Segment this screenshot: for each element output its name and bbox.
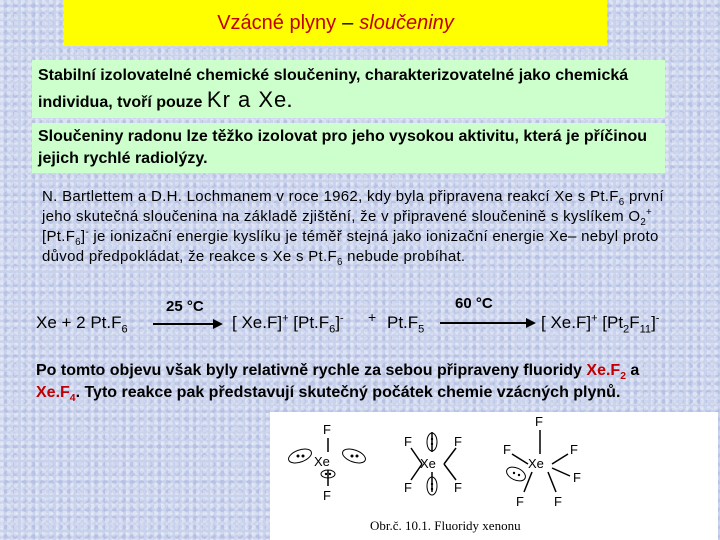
xef4-structure <box>404 432 462 495</box>
atom-f: F <box>573 470 581 485</box>
reaction-arrow-1-head <box>213 319 223 329</box>
atom-f: F <box>554 494 562 509</box>
title-main: Vzácné plyny <box>217 11 337 34</box>
atom-f: F <box>323 422 331 437</box>
atom-f: F <box>454 480 462 495</box>
final-b: [Pt <box>597 313 624 332</box>
product1a: [ Xe.F] <box>232 313 283 332</box>
reaction-arrow-2 <box>440 322 528 324</box>
final-b-close: ] <box>651 313 656 332</box>
bartlett-s2: 2 <box>640 217 647 228</box>
final-b-sub1: 2 <box>623 323 630 336</box>
xef4-text: Xe.F <box>36 384 70 401</box>
kr-xe-highlight: Kr a Xe <box>206 87 288 112</box>
final-a-sup: + <box>591 312 598 325</box>
reactants-sub: 6 <box>121 323 128 336</box>
bartlett-t6: nebude probíhat. <box>342 248 466 265</box>
product1b-sup: - <box>340 312 344 325</box>
xenon-fluorides-figure <box>270 412 718 540</box>
product1a-sup: + <box>282 312 289 325</box>
product2: Pt.F <box>387 313 419 332</box>
condition-60c: 60 °C <box>455 295 493 312</box>
product1b-sub: 6 <box>329 323 336 336</box>
result-paragraph <box>36 360 676 404</box>
atom-xe: Xe <box>528 456 544 471</box>
equation-reactants <box>36 313 128 336</box>
title-separator: – <box>342 11 354 34</box>
final-b-mid: F <box>629 313 640 332</box>
stable-compounds-box <box>32 60 665 118</box>
atom-f: F <box>503 442 511 457</box>
bartlett-paragraph <box>42 187 672 267</box>
product1b-close: ] <box>335 313 341 332</box>
radon-box <box>32 123 665 173</box>
slide-title <box>64 0 607 46</box>
result-t1: Po tomto objevu však byly relativně rychle za sebou připraveny fluoridy <box>36 362 587 379</box>
bartlett-t4: ] <box>80 228 86 245</box>
bartlett-t3: [Pt.F <box>42 228 76 245</box>
xef4-formula <box>36 384 76 405</box>
final-a: [ Xe.F] <box>541 313 592 332</box>
atom-f: F <box>535 414 543 429</box>
atom-f: F <box>454 434 462 449</box>
xef6-structure <box>503 414 581 509</box>
bartlett-s5: 6 <box>336 257 343 268</box>
xef2-structure <box>287 422 368 503</box>
result-t2: . Tyto reakce pak představují skutečný počátek chemie vzácných plynů. <box>75 384 621 401</box>
xef4-sub: 4 <box>69 393 76 405</box>
equation-product2 <box>387 313 425 336</box>
bartlett-t1: N. Bartlettem a D.H. Lochmanem v roce 1962, kdy byla připravena reakcí Xe s Pt.F <box>42 188 619 205</box>
bartlett-t2: první jeho skutečná sloučenina na základě zjištění, že v připravené sloučenině s kyslíkem O <box>42 188 664 225</box>
bartlett-t5: je ionizační energie kyslíku je téměř stejná jako ionizační energie Xe– nebyl proto důvod předpokládat, že reakce s Xe s Pt.F <box>42 228 659 265</box>
box2-text: Sloučeniny radonu lze těžko izolovat pro jeho vysokou aktivitu, která je příčinou jejich rychlé radiolýzy. <box>38 128 648 167</box>
xef2-text: Xe.F <box>586 362 621 379</box>
reaction-arrow-2-head <box>526 318 536 328</box>
box1-end: . <box>287 94 292 111</box>
result-and: a <box>625 362 640 379</box>
box1-text: Stabilní izolovatelné chemické sloučeniny, charakterizovatelné jako chemická individua, tvoří pouze <box>38 67 629 111</box>
atom-f: F <box>570 442 578 457</box>
equation-plus: + <box>368 309 377 325</box>
reaction-arrow-1 <box>153 323 215 325</box>
product2-sub: 5 <box>418 323 425 336</box>
final-b-sup: - <box>655 312 660 325</box>
atom-xe: Xe <box>420 456 436 471</box>
reactants-text: Xe + 2 Pt.F <box>36 313 122 332</box>
atom-f: F <box>516 494 524 509</box>
bartlett-s3: 6 <box>75 237 81 248</box>
bartlett-p4: - <box>85 227 89 238</box>
title-sub: sloučeniny <box>359 11 454 34</box>
equation-products <box>232 312 344 336</box>
atom-f: F <box>404 434 412 449</box>
condition-25c: 25 °C <box>166 298 204 315</box>
xef2-sub: 2 <box>620 371 626 383</box>
equation-final <box>541 312 660 336</box>
product1b: [Pt.F <box>288 313 330 332</box>
atom-f: F <box>323 488 331 503</box>
final-b-sub2: 11 <box>639 323 652 336</box>
bartlett-p2: + <box>646 207 653 218</box>
bartlett-s1: 6 <box>618 197 625 208</box>
figure-caption: Obr.č. 10.1. Fluoridy xenonu <box>370 518 521 533</box>
atom-xe: Xe <box>314 454 330 469</box>
xef2-formula <box>586 362 626 383</box>
atom-f: F <box>404 480 412 495</box>
